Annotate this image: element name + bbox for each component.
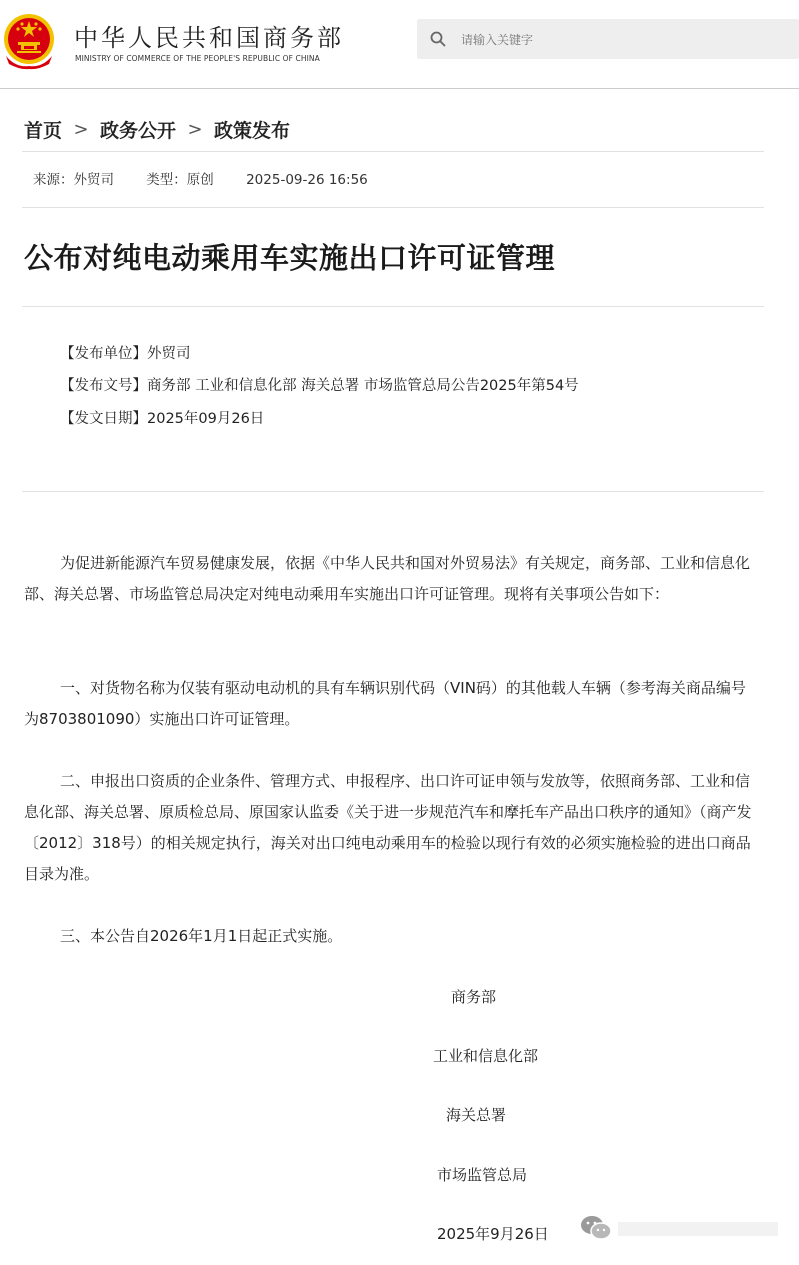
search-box[interactable] bbox=[417, 19, 799, 59]
article-paragraph: 一、对货物名称为仅装有驱动电动机的具有车辆识别代码（VIN码）的其他载人车辆（参考海关商品编号为8703801090）实施出口许可证管理。 bbox=[24, 679, 746, 728]
breadcrumb-home[interactable]: 首页 bbox=[24, 120, 63, 142]
article-paragraph: 为促进新能源汽车贸易健康发展，依据《中华人民共和国对外贸易法》有关规定，商务部、工业和信息化部、海关总署、市场监管总局决定对纯电动乘用车实施出口许可证管理。现将有关事项公告如下： bbox=[24, 554, 751, 603]
chevron-right-icon: > bbox=[73, 119, 89, 140]
chevron-right-icon: > bbox=[187, 119, 203, 140]
signatory: 市场监管总局 bbox=[437, 1166, 528, 1184]
breadcrumb bbox=[24, 116, 290, 143]
article-paragraph: 三、本公告自2026年1月1日起正式实施。 bbox=[60, 927, 343, 945]
header-divider bbox=[0, 88, 799, 89]
breadcrumb-policy-release[interactable]: 政策发布 bbox=[214, 120, 291, 142]
signatory: 商务部 bbox=[451, 988, 497, 1006]
watermark-label bbox=[618, 1222, 778, 1236]
issue-date-info: 【发文日期】2025年09月26日 bbox=[60, 411, 265, 427]
meta-datetime: 2025-09-26 16:56 bbox=[246, 172, 368, 188]
divider bbox=[22, 491, 764, 492]
sign-date: 2025年9月26日 bbox=[437, 1225, 549, 1243]
site-header bbox=[0, 0, 799, 80]
meta-source: 来源：外贸司 bbox=[33, 172, 114, 188]
article-paragraph: 二、申报出口资质的企业条件、管理方式、申报程序、出口许可证申领与发放等，依照商务部、工业和信息化部、海关总署、原质检总局、原国家认监委《关于进一步规范汽车和摩托车产品出口秩序的通知》（商产发〔2012〕318号）的相关规定执行，海关对出口纯电动乘用车的检验以现行有效的必须实施检验的进出口商品目录为准。 bbox=[24, 772, 752, 883]
search-input[interactable]: 请输入关键字 bbox=[461, 33, 534, 47]
national-emblem-icon[interactable] bbox=[2, 12, 56, 70]
divider bbox=[22, 151, 764, 152]
divider bbox=[22, 207, 764, 208]
page-title: 公布对纯电动乘用车实施出口许可证管理 bbox=[24, 241, 556, 275]
breadcrumb-government-affairs[interactable]: 政务公开 bbox=[100, 120, 177, 142]
site-name[interactable]: 中华人民共和国商务部 bbox=[74, 24, 344, 52]
meta-type: 类型：原创 bbox=[146, 172, 214, 188]
doc-number-info: 【发布文号】商务部 工业和信息化部 海关总署 市场监管总局公告2025年第54号 bbox=[60, 378, 579, 394]
issuer-info: 【发布单位】外贸司 bbox=[60, 346, 191, 362]
search-icon[interactable] bbox=[429, 30, 447, 48]
signatory: 海关总署 bbox=[446, 1106, 507, 1124]
site-name-english: MINISTRY OF COMMERCE OF THE PEOPLE'S REPUBLIC OF CHINA bbox=[75, 54, 320, 63]
divider bbox=[22, 306, 764, 307]
signatory: 工业和信息化部 bbox=[433, 1047, 539, 1065]
wechat-icon bbox=[580, 1214, 612, 1242]
article-meta bbox=[33, 168, 368, 188]
